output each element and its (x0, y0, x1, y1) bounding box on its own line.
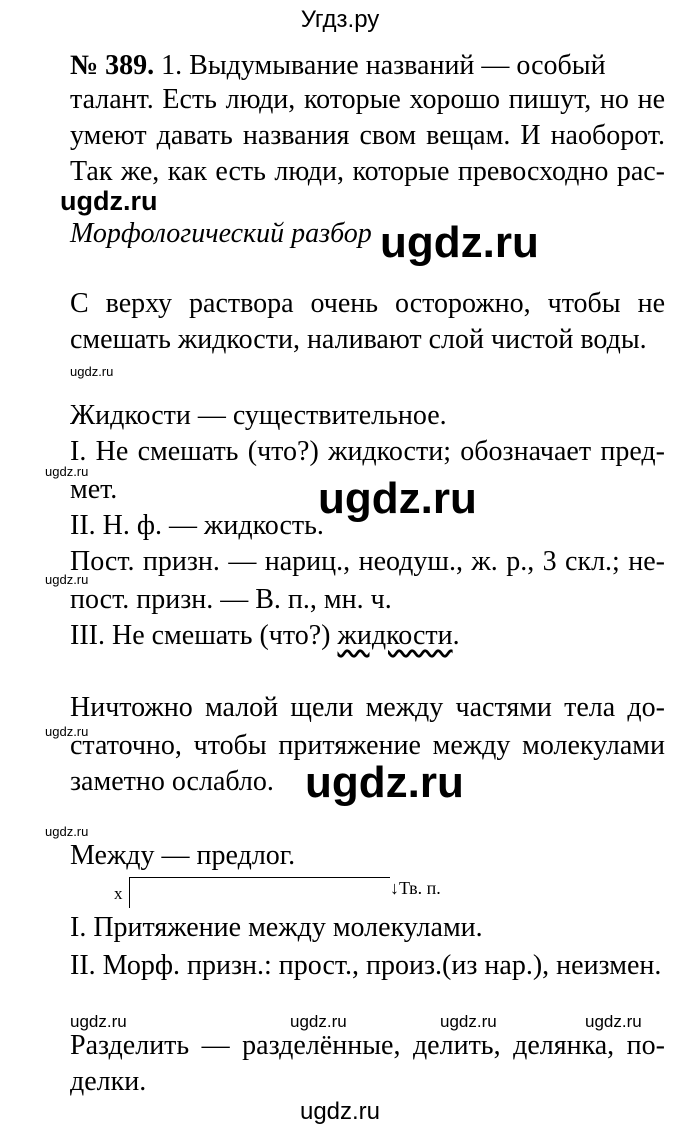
scheme-left-mark: x (114, 884, 123, 903)
task-first-line (70, 50, 665, 82)
analysis-1-line-1: I. Не смешать (что?) жидкости; обозначает пред- (70, 436, 665, 467)
sentence-1-line-2: смешать жидкости, наливают слой чистой воды. (70, 324, 647, 355)
watermark: ugdz.ru (45, 572, 89, 587)
analysis-2-line-1: I. Притяжение между молекулами. (70, 912, 483, 943)
role-word: жидкости (337, 620, 453, 651)
watermark: ugdz.ru (45, 724, 89, 739)
analysis-1-line-4: Пост. призн. — нариц., неодуш., ж. р., 3 скл.; не- (70, 546, 665, 577)
analysis-1-line-2: мет. (70, 474, 118, 505)
watermark: ugdz.ru (380, 218, 539, 267)
task-line-4: Так же, как есть люди, которые превосходно рас- (70, 156, 665, 187)
watermark: ugdz.ru (45, 824, 89, 839)
sentence-2-line-2: статочно, чтобы притяжение между молекулами (70, 730, 665, 761)
site-header: Угдз.ру (300, 6, 380, 33)
watermark: ugdz.ru (70, 1012, 127, 1031)
watermark: ugdz.ru (290, 1012, 347, 1031)
sentence-2-line-3: заметно ослабло. (70, 766, 274, 797)
watermark: ugdz.ru (318, 474, 477, 523)
watermark: ugdz.ru (585, 1012, 642, 1031)
watermark: ugdz.ru (305, 758, 464, 807)
morph-heading: Морфологический разбор (70, 218, 372, 249)
analysis-2-line-2: II. Морф. призн.: прост., произ.(из нар.), неизмен. (70, 950, 662, 981)
watermark: ugdz.ru (60, 186, 158, 216)
scheme-case-label: ↓Тв. п. (390, 878, 441, 898)
analysis-2-title: Между — предлог. (70, 840, 296, 871)
watermark: ugdz.ru (440, 1012, 497, 1031)
task-number: № 389. (70, 50, 155, 81)
watermark: ugdz.ru (45, 464, 89, 479)
role-prefix: III. Не смешать (что?) (70, 620, 338, 651)
final-line-2: делки. (70, 1066, 147, 1097)
final-line-1: Разделить — разделённые, делить, делянка, по- (70, 1030, 665, 1061)
sentence-1-line-1: С верху раствора очень осторожно, чтобы не (70, 288, 665, 319)
watermark: ugdz.ru (70, 364, 114, 379)
sentence-2-line-1: Ничтожно малой щели между частями тела до- (70, 692, 665, 723)
analysis-1-title: Жидкости — существительное. (70, 400, 447, 431)
scheme-bracket (129, 877, 390, 908)
task-line-1: 1. Выдумывание названий — особый (161, 50, 606, 81)
analysis-1-role-line (70, 620, 460, 652)
role-suffix: . (452, 620, 460, 651)
task-line-3: умеют давать названия свом вещам. И наоборот. (70, 120, 665, 151)
task-line-2: талант. Есть люди, которые хорошо пишут, но не (70, 84, 665, 115)
analysis-1-line-5: пост. призн. — В. п., мн. ч. (70, 584, 392, 615)
analysis-1-line-3: II. Н. ф. — жидкость. (70, 510, 324, 541)
footer-watermark: ugdz.ru (299, 1098, 381, 1125)
